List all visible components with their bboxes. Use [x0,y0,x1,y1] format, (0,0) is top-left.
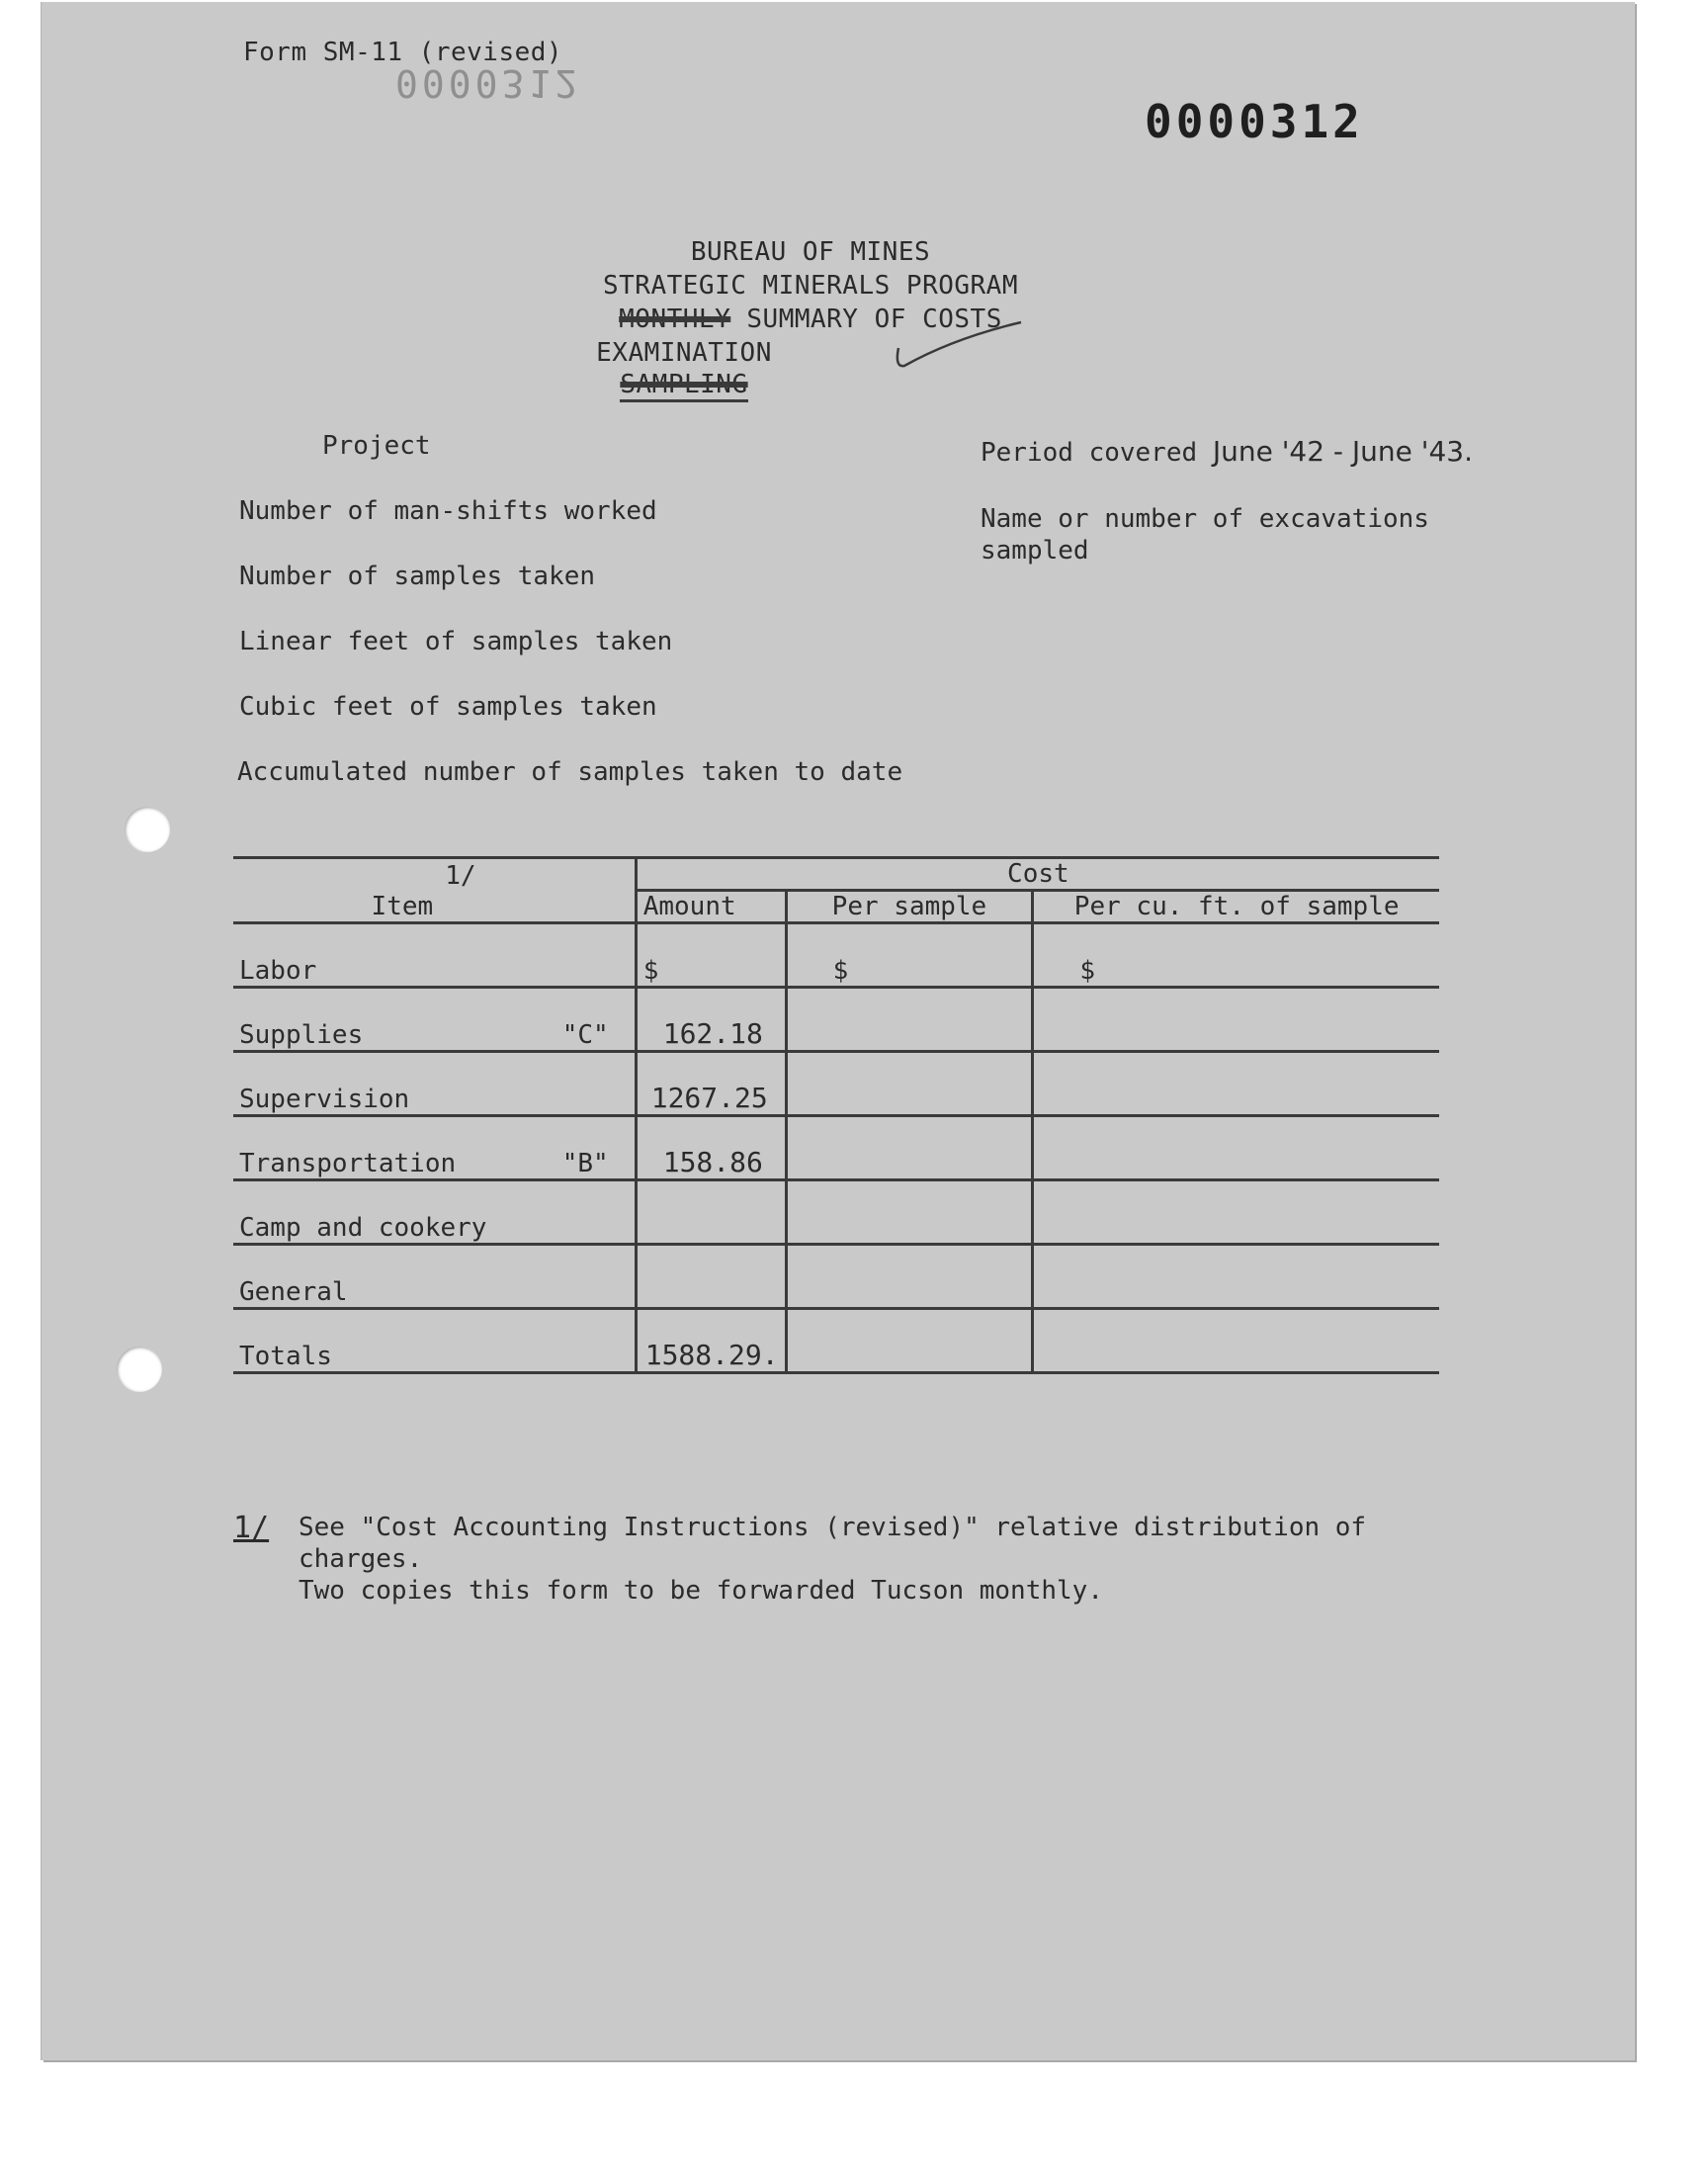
check-mark-icon [895,318,1023,378]
amount-cell: 1588.29. [636,1309,786,1373]
project-label: Project [322,431,431,461]
table-row [233,1180,1439,1245]
item-cell: Totals [233,1309,636,1373]
binder-hole [125,807,170,852]
ghost-stamp-number: 0000312 [395,61,582,105]
item-cell: Camp and cookery [233,1180,636,1245]
table-row [233,1245,1439,1309]
summary-title: SUMMARY OF COSTS [746,304,1002,334]
item-header: Item [233,891,636,923]
footnote-marker: 1/ [233,1511,270,1545]
item-cell: Supervision [233,1052,636,1116]
excavations-label: Name or number of excavations [981,504,1429,534]
item-cell: Labor [233,923,636,988]
table-row [233,988,1439,1052]
per-cuft-cell [1033,1245,1439,1309]
org-title: BUREAU OF MINES [690,237,931,267]
amount-cell [636,1245,786,1309]
amount-cell [636,1180,786,1245]
binder-hole [117,1347,162,1392]
summary-line [0,304,1621,334]
table-row [233,923,1439,988]
per-cuft-cell: $ [1033,923,1439,988]
man-shifts-label: Number of man-shifts worked [239,496,657,526]
per-sample-cell [786,1116,1033,1180]
form-id: Form SM-11 (revised) [243,38,563,67]
period-covered [981,435,1473,468]
per-sample-cell [786,1052,1033,1116]
program-title: STRATEGIC MINERALS PROGRAM [603,271,1018,301]
amount-header: Amount [636,891,786,923]
item-cell: Transportation "B" [233,1116,636,1180]
linear-feet-label: Linear feet of samples taken [239,627,673,656]
amount-cell: 158.86 [636,1116,786,1180]
cubic-feet-label: Cubic feet of samples taken [239,692,657,722]
samples-label: Number of samples taken [239,562,596,591]
table-row-totals [233,1309,1439,1373]
table-subheader-row [233,891,1439,923]
footnote-ref: 1/ [233,858,636,891]
accumulated-label: Accumulated number of samples taken to date [237,757,903,787]
per-sample-cell [786,1309,1033,1373]
item-cell: General [233,1245,636,1309]
per-sample-cell [786,988,1033,1052]
footnote-line-2: charges. [299,1544,423,1574]
period-label: Period covered [981,438,1198,468]
document-number: 0000312 [1145,95,1364,148]
examination-title: EXAMINATION [596,338,772,368]
per-cuft-header: Per cu. ft. of sample [1033,891,1439,923]
struck-sampling: SAMPLING [0,370,1494,399]
page-margin [0,2066,1708,2175]
per-cuft-cell [1033,988,1439,1052]
struck-monthly: MONTHLY [619,304,731,334]
table-row [233,1052,1439,1116]
table-row [233,1116,1439,1180]
amount-cell: 162.18 [636,988,786,1052]
per-sample-cell: $ [786,923,1033,988]
per-cuft-cell [1033,1052,1439,1116]
item-cell: Supplies "C" [233,988,636,1052]
per-sample-header: Per sample [786,891,1033,923]
per-cuft-cell [1033,1309,1439,1373]
cost-table [233,856,1439,1374]
amount-cell: $ [636,923,786,988]
per-cuft-cell [1033,1116,1439,1180]
period-value: June '42 - June '43. [1212,435,1474,468]
per-sample-cell [786,1245,1033,1309]
footnote-line-3: Two copies this form to be forwarded Tucson monthly. [299,1576,1103,1606]
footnote-line-1: See "Cost Accounting Instructions (revised)" relative distribution of [299,1513,1367,1542]
excavations-label-2: sampled [981,536,1089,566]
cost-header: Cost [636,858,1439,891]
table-header-row [233,858,1439,891]
per-cuft-cell [1033,1180,1439,1245]
per-sample-cell [786,1180,1033,1245]
amount-cell: 1267.25 [636,1052,786,1116]
